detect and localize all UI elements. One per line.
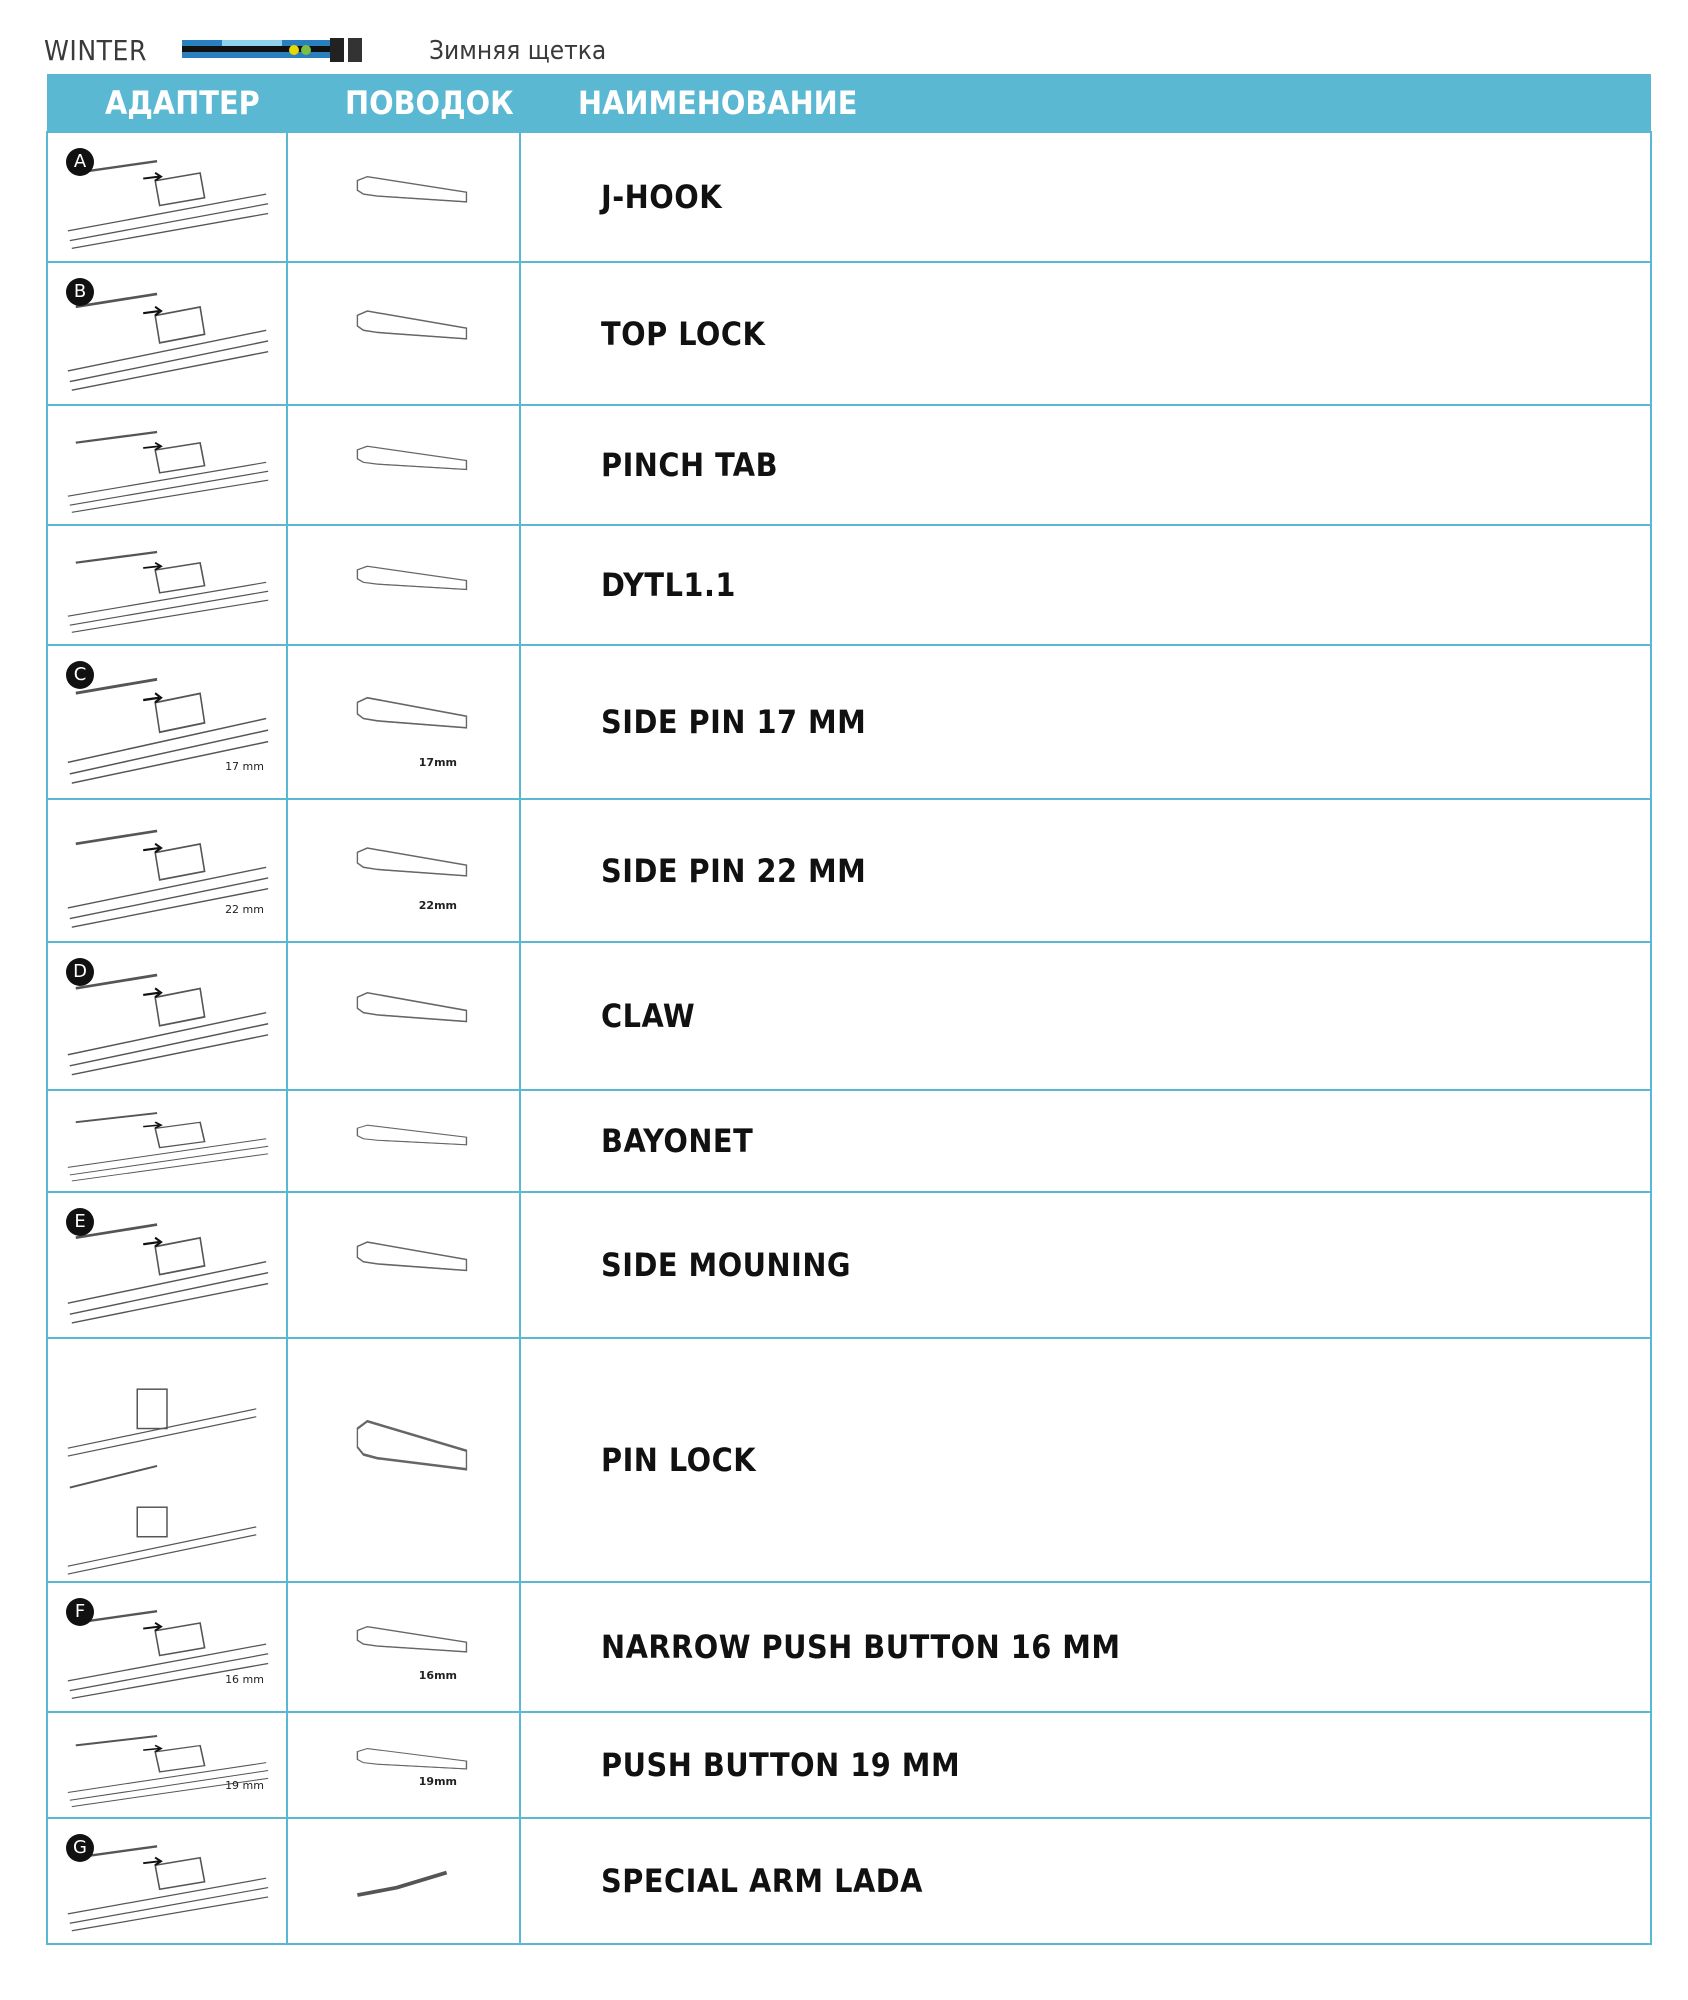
adapter-diagram	[48, 801, 286, 940]
arm-diagram	[288, 264, 519, 403]
table-row	[47, 1338, 1651, 1582]
adapter-figure	[48, 1194, 286, 1336]
column-header-arm: ПОВОДОК	[287, 74, 520, 132]
adapter-diagram	[48, 527, 286, 643]
adapter-size-label: 19 mm	[225, 1779, 264, 1792]
adapter-figure	[48, 1714, 286, 1816]
adapter-name: DYTL1.1	[520, 525, 1651, 645]
adapter-diagram	[48, 1340, 286, 1580]
adapter-group-badge: G	[66, 1834, 94, 1862]
arm-diagram	[288, 134, 519, 260]
adapter-name: TOP LOCK	[520, 262, 1651, 405]
adapter-cell	[47, 405, 287, 525]
adapter-name: BAYONET	[520, 1090, 1651, 1192]
brand-label: WINTER	[44, 34, 147, 67]
arm-figure	[288, 801, 519, 940]
table-row	[47, 799, 1651, 942]
arm-figure	[288, 1194, 519, 1336]
adapter-cell	[47, 525, 287, 645]
arm-diagram	[288, 944, 519, 1088]
adapter-figure	[48, 647, 286, 797]
adapter-group-badge: A	[66, 148, 94, 176]
table-row	[47, 262, 1651, 405]
adapter-name: SIDE PIN 22 MM	[520, 799, 1651, 942]
adapter-group-badge: C	[66, 661, 94, 689]
arm-figure	[288, 407, 519, 523]
arm-cell	[287, 799, 520, 942]
arm-cell	[287, 1582, 520, 1712]
adapter-cell	[47, 132, 287, 262]
adapter-cell	[47, 1090, 287, 1192]
table-header-row	[47, 74, 1651, 132]
arm-cell	[287, 1818, 520, 1944]
arm-cell	[287, 1338, 520, 1582]
adapter-cell	[47, 1582, 287, 1712]
arm-size-label: 19mm	[418, 1775, 457, 1788]
adapter-cell	[47, 799, 287, 942]
adapter-cell	[47, 1818, 287, 1944]
arm-figure	[288, 647, 519, 797]
adapter-figure	[48, 1092, 286, 1190]
arm-diagram	[288, 647, 519, 797]
arm-cell	[287, 262, 520, 405]
adapter-group-badge: B	[66, 278, 94, 306]
top-bar	[44, 30, 1644, 70]
adapter-cell	[47, 1712, 287, 1818]
arm-cell	[287, 132, 520, 262]
adapter-diagram	[48, 407, 286, 523]
adapter-cell	[47, 262, 287, 405]
arm-cell	[287, 942, 520, 1090]
arm-figure	[288, 1092, 519, 1190]
arm-figure	[288, 1340, 519, 1580]
table-row	[47, 132, 1651, 262]
adapter-figure	[48, 801, 286, 940]
arm-cell	[287, 525, 520, 645]
arm-cell	[287, 1712, 520, 1818]
adapter-figure	[48, 264, 286, 403]
adapter-name: SPECIAL ARM LADA	[520, 1818, 1651, 1944]
adapter-name: CLAW	[520, 942, 1651, 1090]
arm-figure	[288, 264, 519, 403]
adapter-figure	[48, 1340, 286, 1580]
adapter-group-badge: D	[66, 958, 94, 986]
adapter-name: SIDE PIN 17 MM	[520, 645, 1651, 799]
product-package-image	[182, 36, 422, 64]
column-header-name: НАИМЕНОВАНИЕ	[520, 74, 1651, 132]
table-row	[47, 1582, 1651, 1712]
arm-diagram	[288, 1092, 519, 1190]
adapter-cell	[47, 1338, 287, 1582]
table-row	[47, 1712, 1651, 1818]
table-row	[47, 525, 1651, 645]
arm-size-label: 17mm	[418, 756, 457, 769]
arm-diagram	[288, 1820, 519, 1942]
adapter-size-label: 17 mm	[225, 760, 264, 773]
adapter-cell	[47, 1192, 287, 1338]
arm-size-label: 16mm	[418, 1669, 457, 1682]
arm-diagram	[288, 801, 519, 940]
adapter-cell	[47, 942, 287, 1090]
adapter-name: SIDE MOUNING	[520, 1192, 1651, 1338]
table-row	[47, 405, 1651, 525]
adapter-size-label: 16 mm	[225, 1673, 264, 1686]
adapter-size-label: 22 mm	[225, 903, 264, 916]
adapter-group-badge: E	[66, 1208, 94, 1236]
adapter-group-badge: F	[66, 1598, 94, 1626]
arm-cell	[287, 405, 520, 525]
arm-cell	[287, 645, 520, 799]
arm-figure	[288, 1714, 519, 1816]
adapter-diagram	[48, 1714, 286, 1816]
adapter-table	[46, 74, 1652, 1945]
adapter-figure	[48, 944, 286, 1088]
arm-figure	[288, 134, 519, 260]
arm-diagram	[288, 1584, 519, 1710]
arm-diagram	[288, 1194, 519, 1336]
arm-diagram	[288, 527, 519, 643]
adapter-figure	[48, 407, 286, 523]
adapter-cell	[47, 645, 287, 799]
arm-cell	[287, 1090, 520, 1192]
adapter-figure	[48, 1584, 286, 1710]
adapter-name: PIN LOCK	[520, 1338, 1651, 1582]
arm-figure	[288, 527, 519, 643]
adapter-diagram	[48, 1092, 286, 1190]
arm-diagram	[288, 407, 519, 523]
arm-figure	[288, 944, 519, 1088]
table-row	[47, 1090, 1651, 1192]
table-row	[47, 1818, 1651, 1944]
adapter-name: J-HOOK	[520, 132, 1651, 262]
adapter-name: PUSH BUTTON 19 MM	[520, 1712, 1651, 1818]
arm-figure	[288, 1584, 519, 1710]
adapter-figure	[48, 1820, 286, 1942]
arm-figure	[288, 1820, 519, 1942]
adapter-figure	[48, 527, 286, 643]
adapter-name: NARROW PUSH BUTTON 16 MM	[520, 1582, 1651, 1712]
arm-cell	[287, 1192, 520, 1338]
adapter-name: PINCH TAB	[520, 405, 1651, 525]
arm-diagram	[288, 1340, 519, 1580]
table-row	[47, 645, 1651, 799]
product-subtitle: Зимняя щетка	[429, 36, 607, 66]
table-row	[47, 1192, 1651, 1338]
table-row	[47, 942, 1651, 1090]
arm-diagram	[288, 1714, 519, 1816]
adapter-figure	[48, 134, 286, 260]
column-header-adapter: АДАПТЕР	[47, 74, 287, 132]
arm-size-label: 22mm	[418, 899, 457, 912]
